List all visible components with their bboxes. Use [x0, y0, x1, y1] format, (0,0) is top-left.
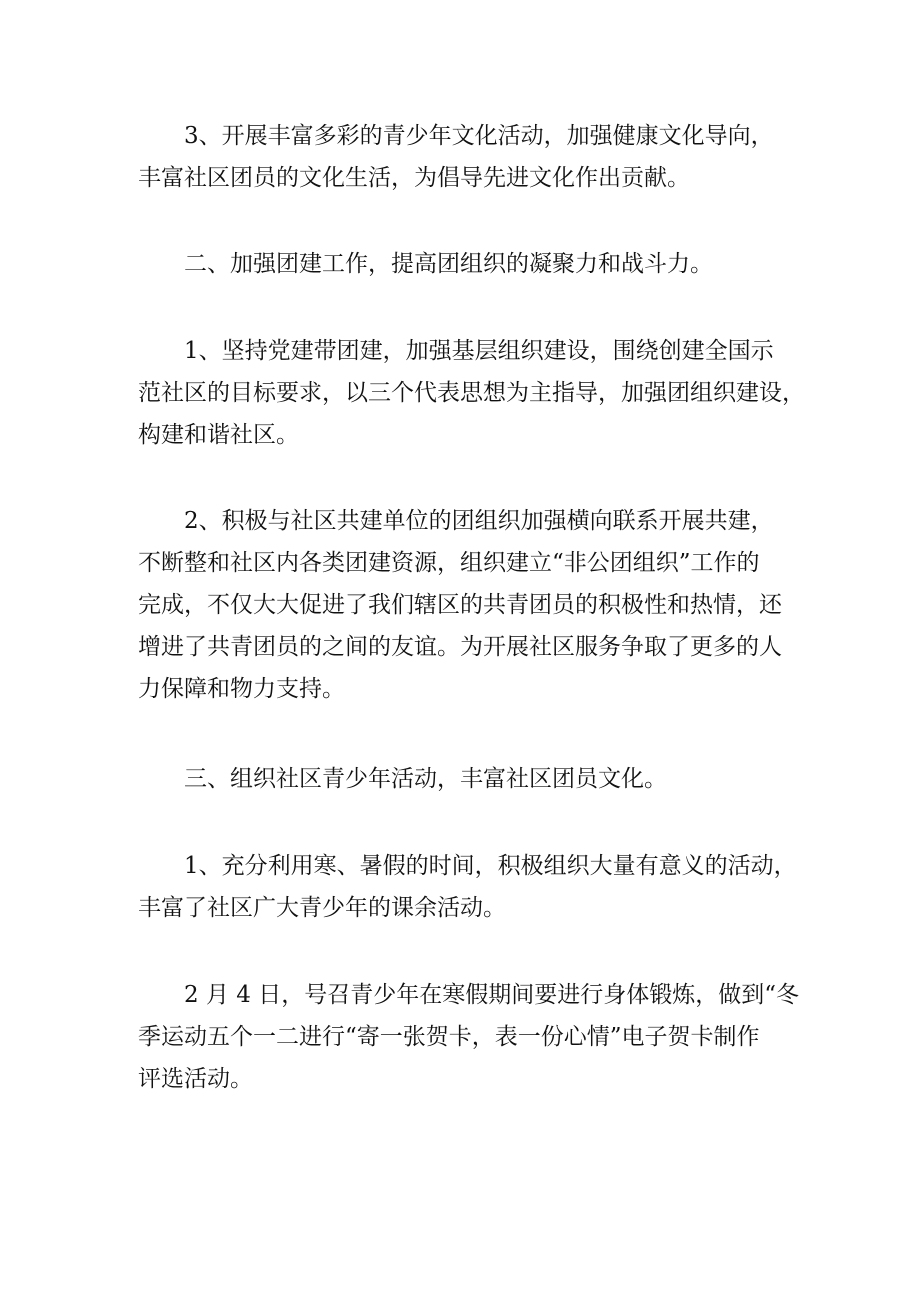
text-line: 构建和谐社区。 [138, 422, 299, 448]
text-line: 范社区的目标要求，以三个代表思想为主指导，加强团组织建设， [138, 380, 805, 406]
text-line: 增进了共青团员的之间的友谊。为开展社区服务争取了更多的人 [138, 634, 782, 660]
text-line: 1、坚持党建带团建，加强基层组织建设，围绕创建全国示 [184, 338, 774, 364]
paragraph-cultural-activities [138, 115, 798, 199]
text-line: 丰富了社区广大青少年的课余活动。 [138, 895, 506, 921]
paragraph-holiday-activities [138, 845, 798, 929]
text-line: 二、加强团建工作，提高团组织的凝聚力和战斗力。 [184, 251, 713, 277]
text-line: 2 月 4 日，号召青少年在寒假期间要进行身体锻炼，做到“冬 [184, 982, 799, 1008]
text-line: 2、积极与社区共建单位的团组织加强横向联系开展共建， [184, 508, 774, 534]
text-line: 3、开展丰富多彩的青少年文化活动，加强健康文化导向， [184, 123, 774, 149]
text-line: 1、充分利用寒、暑假的时间，积极组织大量有意义的活动， [184, 853, 797, 879]
section-heading-two [138, 243, 798, 285]
text-line: 评选活动。 [138, 1066, 253, 1092]
paragraph-party-building [138, 330, 805, 456]
paragraph-winter-event [138, 974, 798, 1100]
text-line: 完成，不仅大大促进了我们辖区的共青团员的积极性和热情，还 [138, 592, 782, 618]
text-line: 丰富社区团员的文化生活，为倡导先进文化作出贡献。 [138, 165, 690, 191]
paragraph-joint-building [138, 500, 798, 710]
section-heading-three [138, 758, 798, 800]
text-line: 季运动五个一二进行“寄一张贺卡，表一份心情”电子贺卡制作 [138, 1024, 760, 1050]
text-line: 三、组织社区青少年活动，丰富社区团员文化。 [184, 766, 667, 792]
text-line: 力保障和物力支持。 [138, 676, 345, 702]
text-line: 不断整和社区内各类团建资源，组织建立“非公团组织”工作的 [138, 550, 760, 576]
